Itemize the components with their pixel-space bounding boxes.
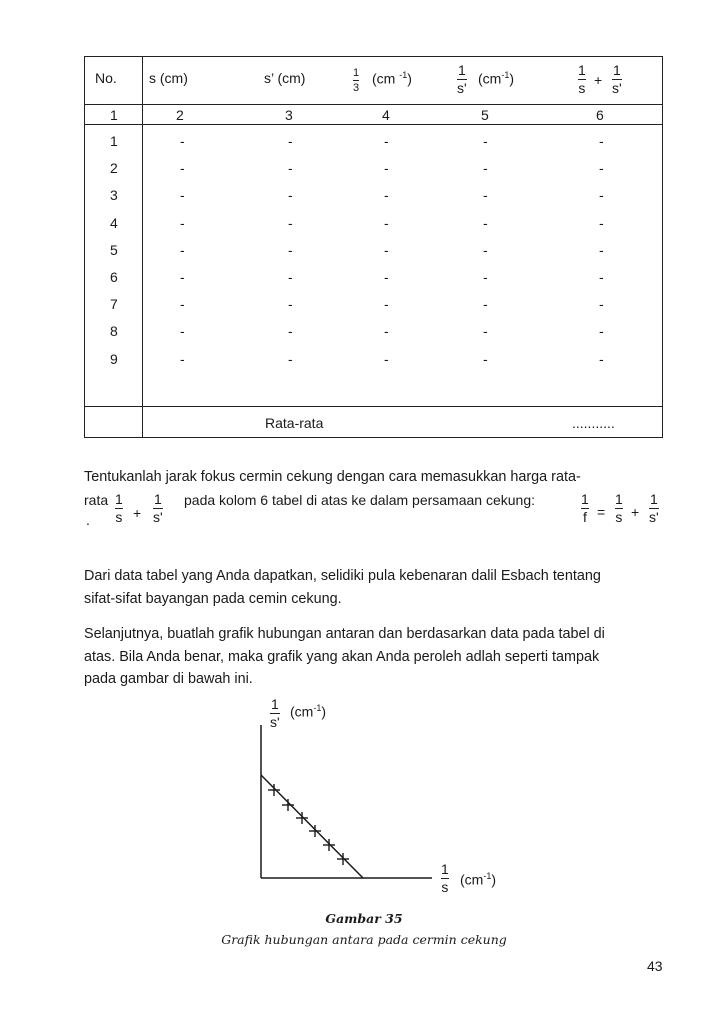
table-cell: - xyxy=(288,269,293,285)
table-cell: - xyxy=(384,133,389,149)
header-invsp-unit: $(cm^{-1})$ xyxy=(478,70,515,87)
table-cell: - xyxy=(384,214,389,231)
row-number: 3 xyxy=(110,187,118,204)
table-cell: - xyxy=(483,350,488,367)
table-cell: - xyxy=(483,160,488,177)
cross-marker xyxy=(268,784,280,796)
table-cell: - xyxy=(384,160,389,177)
colnum-2: 2 xyxy=(176,107,184,123)
x-axis-unit: $(cm^{-1})$ xyxy=(460,871,497,888)
para-1-rata: rata xyxy=(84,492,109,508)
para-3-line-2: atas. Bila Anda benar, maka grafik yang akan Anda peroleh adlah seperti tampak xyxy=(84,649,600,665)
para-1-dot: . xyxy=(86,512,90,528)
table-cell: - xyxy=(384,296,389,313)
para-3-line-3: pada gambar di bawah ini. xyxy=(84,671,253,687)
x-axis-label-fraction: 1 s xyxy=(441,861,449,895)
table-cell: - xyxy=(384,241,389,258)
y-axis-unit: $(cm^{-1})$ xyxy=(290,703,327,720)
header-s-prime: s’ (cm) xyxy=(264,70,306,86)
para-1-line-1: Tentukanlah jarak fokus cermin cekung dengan cara memasukkan harga rata- xyxy=(84,469,581,485)
equation-plus: + xyxy=(631,504,640,520)
row-number: 4 xyxy=(110,214,118,231)
table-cell: - xyxy=(483,269,488,285)
table-cell: - xyxy=(288,214,293,231)
table-cell: - xyxy=(180,133,185,149)
colnum-3: 3 xyxy=(285,107,293,123)
table-cell: - xyxy=(288,323,293,340)
table-cell: - xyxy=(483,214,488,231)
cross-marker xyxy=(296,812,308,824)
cross-marker xyxy=(309,825,321,837)
equation-1-over-f: 1 f xyxy=(581,491,589,525)
header-sum-fraction-2: 1 s' xyxy=(612,62,622,96)
table-cell: - xyxy=(384,187,389,204)
row-number: 2 xyxy=(110,160,118,177)
inv3-denominator: 3 xyxy=(353,82,360,94)
table-cell: - xyxy=(599,296,604,313)
table-cell: - xyxy=(599,133,604,149)
table-cell: - xyxy=(599,241,604,258)
header-sum-fraction-1: 1 s xyxy=(578,62,586,96)
table-cell: - xyxy=(180,160,185,177)
row-number: 5 xyxy=(110,241,118,258)
table-cell: - xyxy=(288,296,293,313)
table-cell: - xyxy=(288,350,293,367)
header-no: No. xyxy=(95,70,117,86)
table-cell: - xyxy=(384,269,389,285)
row-number: 6 xyxy=(110,269,118,285)
table-cell: - xyxy=(483,296,488,313)
cross-marker xyxy=(323,839,335,851)
colnum-1: 1 xyxy=(110,107,118,123)
header-sum-plus: + xyxy=(594,72,603,88)
inv3-numerator: 1 xyxy=(353,67,360,79)
colnum-6: 6 xyxy=(596,107,604,123)
table-cell: - xyxy=(180,296,185,313)
footer-value: ........... xyxy=(572,415,615,431)
table-cell: - xyxy=(599,160,604,177)
figure-caption-title: Gambar 35 xyxy=(325,911,403,926)
table-cell: - xyxy=(483,133,488,149)
cross-marker xyxy=(282,799,294,811)
table-cell: - xyxy=(288,133,293,149)
data-markers xyxy=(268,784,349,865)
inline-fraction-1-s-prime: 1 s' xyxy=(153,491,163,525)
footer-label: Rata-rata xyxy=(265,415,324,431)
row-number: 9 xyxy=(110,350,118,367)
row-number: 7 xyxy=(110,296,118,313)
para-2-line-1: Dari data tabel yang Anda dapatkan, selidiki pula kebenaran dalil Esbach tentang xyxy=(84,568,601,584)
table-cell: - xyxy=(288,241,293,258)
table-cell: - xyxy=(180,350,185,367)
table-cell: - xyxy=(288,187,293,204)
table-cell: - xyxy=(599,214,604,231)
table-cell: - xyxy=(599,323,604,340)
table-cell: - xyxy=(180,269,185,285)
table-cell: - xyxy=(384,350,389,367)
table-cell: - xyxy=(599,350,604,367)
table-cell: - xyxy=(599,187,604,204)
table-cell: - xyxy=(483,187,488,204)
table-cell: - xyxy=(180,241,185,258)
table-cell: - xyxy=(180,187,185,204)
colnum-5: 5 xyxy=(481,107,489,123)
table-cell: - xyxy=(384,323,389,340)
y-axis-label-fraction: 1 s' xyxy=(270,696,280,730)
para-1-line-2: pada kolom 6 tabel di atas ke dalam persamaan cekung: xyxy=(184,492,535,508)
invsp-denominator: s' xyxy=(457,80,467,96)
inline-plus: + xyxy=(133,505,142,521)
table-cell: - xyxy=(288,160,293,177)
table-cell: - xyxy=(483,241,488,258)
row-number: 1 xyxy=(110,133,118,149)
row-number: 8 xyxy=(110,323,118,340)
invsp-numerator: 1 xyxy=(457,62,466,78)
table-cell: - xyxy=(599,269,604,285)
table-cell: - xyxy=(180,323,185,340)
equation-1-over-s: 1 s xyxy=(615,491,623,525)
page-number: 43 xyxy=(647,958,663,974)
table-cell: - xyxy=(180,214,185,231)
inline-fraction-1-s: 1 s xyxy=(115,491,123,525)
figure-caption-text: Grafik hubungan antara pada cermin cekung xyxy=(221,932,507,947)
para-3-line-1: Selanjutnya, buatlah grafik hubungan antaran dan berdasarkan data pada tabel di xyxy=(84,626,605,642)
equation-1-over-s-prime: 1 s' xyxy=(649,491,659,525)
para-2-line-2: sifat-sifat bayangan pada cemin cekung. xyxy=(84,591,342,607)
header-inv3-unit: (cm $^{-1}$) xyxy=(372,70,412,87)
equation-equals: = xyxy=(597,504,606,520)
colnum-4: 4 xyxy=(382,107,390,123)
header-s: s (cm) xyxy=(149,70,188,86)
table-cell: - xyxy=(483,323,488,340)
cross-marker xyxy=(337,853,349,865)
